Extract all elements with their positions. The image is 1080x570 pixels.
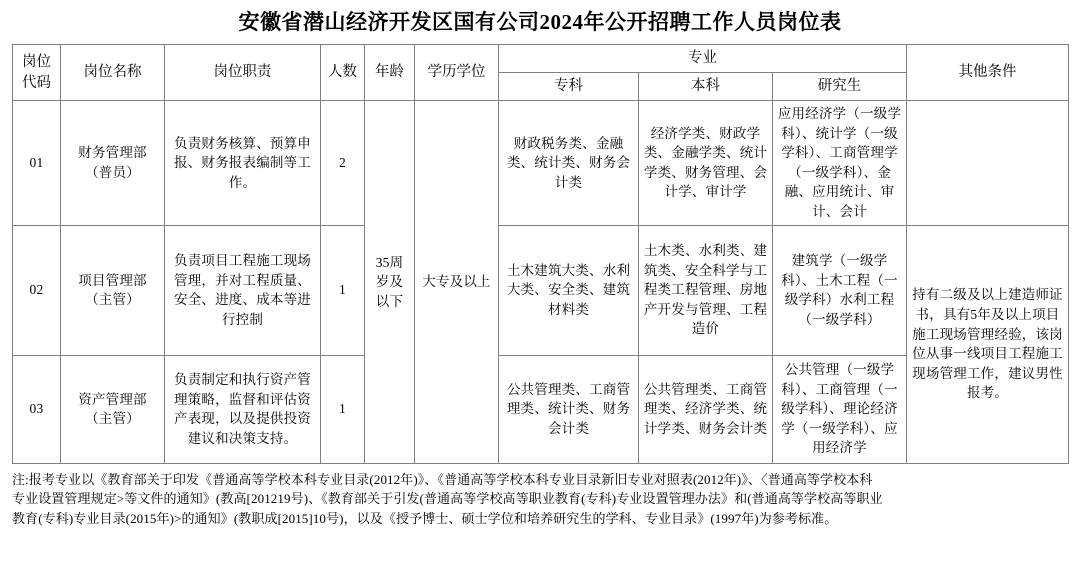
cell-major-college: 土木建筑大类、水利大类、安全类、建筑材料类	[499, 225, 639, 355]
header-count: 人数	[321, 45, 365, 101]
cell-other	[907, 101, 1069, 225]
footnote-line-1: 注:报考专业以《教育部关于印发《普通高等学校本科专业目录(2012年)》、《普通高等学校本科专业目录新旧专业对照表(2012年)》、〈普通高等学校本科	[12, 471, 873, 487]
header-code: 岗位代码	[13, 45, 61, 101]
header-major-college: 专科	[499, 73, 639, 101]
cell-major-college: 财政税务类、金融类、统计类、财务会计类	[499, 101, 639, 225]
header-name: 岗位名称	[61, 45, 165, 101]
header-major-graduate: 研究生	[773, 73, 907, 101]
cell-count: 2	[321, 101, 365, 225]
cell-major-bachelor: 土木类、水利类、建筑类、安全科学与工程类工程管理、房地产开发与管理、工程造价	[639, 225, 773, 355]
cell-name: 项目管理部（主管）	[61, 225, 165, 355]
header-major-group: 专业	[499, 45, 907, 73]
header-duty: 岗位职责	[165, 45, 321, 101]
footnote	[12, 470, 1068, 529]
footnote-line-2: 专业设置管理规定>等文件的通知》(教高[201219号)、《教育部关于引发(普通高等学校高等职业教育(专科)专业设置管理办法》和(普通高等学校高等职业	[12, 491, 883, 507]
cell-code: 02	[13, 225, 61, 355]
table-row	[13, 225, 1069, 355]
cell-count: 1	[321, 225, 365, 355]
table-row	[13, 101, 1069, 225]
cell-major-graduate: 建筑学（一级学科）、土木工程（一级学科）水利工程（一级学科）	[773, 225, 907, 355]
header-other: 其他条件	[907, 45, 1069, 101]
page-title: 安徽省潜山经济开发区国有公司2024年公开招聘工作人员岗位表	[238, 10, 842, 34]
cell-duty: 负责项目工程施工现场管理，并对工程质量、安全、进度、成本等进行控制	[165, 225, 321, 355]
cell-duty: 负责制定和执行资产管理策略，监督和评估资产表现，以及提供投资建议和决策支持。	[165, 355, 321, 463]
cell-duty: 负责财务核算、预算申报、财务报表编制等工作。	[165, 101, 321, 225]
cell-code: 03	[13, 355, 61, 463]
header-major-bachelor: 本科	[639, 73, 773, 101]
cell-name: 资产管理部（主管）	[61, 355, 165, 463]
cell-code: 01	[13, 101, 61, 225]
header-education: 学历学位	[415, 45, 499, 101]
cell-major-graduate: 应用经济学（一级学科）、统计学（一级学科）、工商管理学（一级学科）、金融、应用统计、审计、会计	[773, 101, 907, 225]
table-header-row	[13, 45, 1069, 73]
cell-name: 财务管理部（普员）	[61, 101, 165, 225]
cell-major-college: 公共管理类、工商管理类、统计类、财务会计类	[499, 355, 639, 463]
cell-education: 大专及以上	[415, 101, 499, 463]
header-age: 年龄	[365, 45, 415, 101]
job-position-table	[12, 44, 1069, 463]
cell-other: 持有二级及以上建造师证书，具有5年及以上项目施工现场管理经验，该岗位从事一线项目工程施工现场管理工作，建议男性报考。	[907, 225, 1069, 463]
cell-major-bachelor: 经济学类、财政学类、金融学类、统计学类、财务管理、会计学、审计学	[639, 101, 773, 225]
footnote-line-3: 教育(专科)专业目录(2015年)>的通知》(教职成[2015]10号)，以及《授予博士、硕士学位和培养研究生的学科、专业目录》(1997年)为参考标准。	[12, 510, 838, 526]
cell-major-graduate: 公共管理（一级学科）、工商管理（一级学科）、理论经济学（一级学科）、应用经济学	[773, 355, 907, 463]
cell-count: 1	[321, 355, 365, 463]
cell-major-bachelor: 公共管理类、工商管理类、经济学类、统计学类、财务会计类	[639, 355, 773, 463]
cell-age: 35周岁及以下	[365, 101, 415, 463]
